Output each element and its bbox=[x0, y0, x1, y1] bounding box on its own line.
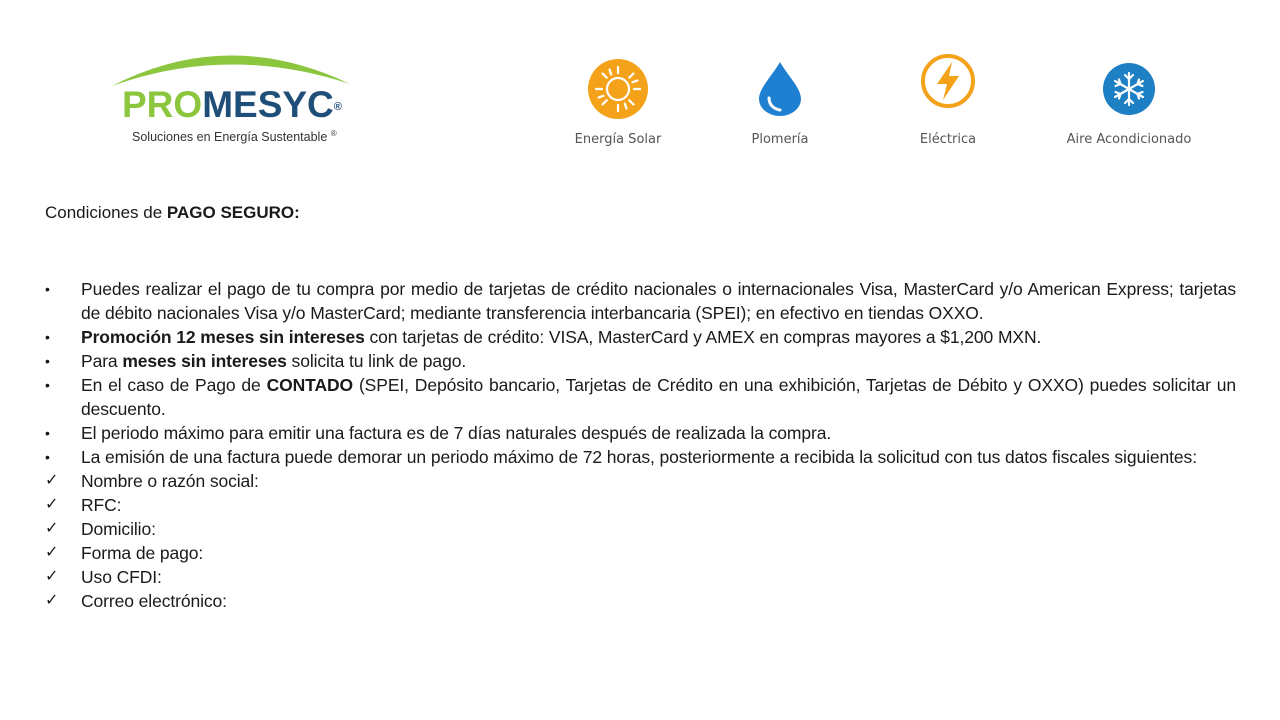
service-ac bbox=[1044, 58, 1214, 147]
promesyc-logo bbox=[108, 36, 358, 151]
checkmark-icon: ✓ bbox=[45, 544, 59, 561]
checklist-item: ✓ Uso CFDI: bbox=[45, 567, 162, 587]
bullet-icon: • bbox=[45, 449, 50, 465]
sun-icon bbox=[587, 58, 649, 120]
list-item: • Promoción 12 meses sin intereses con tarjetas de crédito: VISA, MasterCard y AMEX en compras mayores a $1,200 MXN. bbox=[45, 327, 1042, 347]
checkmark-icon: ✓ bbox=[45, 496, 59, 513]
checkmark-icon: ✓ bbox=[45, 592, 59, 609]
checkmark-icon: ✓ bbox=[45, 520, 59, 537]
checkmark-icon: ✓ bbox=[45, 472, 59, 489]
page-title: Condiciones de PAGO SEGURO: bbox=[45, 203, 300, 222]
service-plumbing bbox=[695, 58, 865, 147]
logo-wordmark: PROMESYC® bbox=[122, 84, 342, 125]
water-drop-icon bbox=[755, 60, 805, 118]
bullet-icon: • bbox=[45, 329, 50, 345]
bullet-icon: • bbox=[45, 281, 50, 297]
list-item: • El periodo máximo para emitir una factura es de 7 días naturales después de realizada la compra. bbox=[45, 423, 832, 443]
conditions-list bbox=[45, 277, 1236, 613]
list-item: • La emisión de una factura puede demorar un periodo máximo de 72 horas, posteriormente a recibida la solicitud con tus datos fiscales siguientes: bbox=[45, 447, 1197, 467]
list-item: • Para meses sin intereses solicita tu link de pago. bbox=[45, 351, 467, 371]
checklist-item: ✓ Correo electrónico: bbox=[45, 591, 227, 611]
list-item: • En el caso de Pago de CONTADO (SPEI, Depósito bancario, Tarjetas de Crédito en una exhibición, Tarjetas de Débito y OXXO) puedes solicitar un descuento. bbox=[45, 375, 1236, 419]
bullet-icon: • bbox=[45, 377, 50, 393]
service-label: Aire Acondicionado bbox=[1066, 132, 1192, 147]
service-electric bbox=[863, 58, 1033, 147]
checklist-item: ✓ Nombre o razón social: bbox=[45, 471, 259, 491]
checkmark-icon: ✓ bbox=[45, 568, 59, 585]
service-label: Energía Solar bbox=[574, 132, 662, 147]
checklist-item: ✓ Forma de pago: bbox=[45, 543, 204, 563]
snowflake-icon bbox=[1102, 62, 1156, 116]
lightning-icon bbox=[919, 52, 977, 110]
service-label: Eléctrica bbox=[919, 132, 977, 147]
logo-tagline: Soluciones en Energía Sustentable ® bbox=[132, 129, 337, 145]
bullet-icon: • bbox=[45, 353, 50, 369]
list-item: • Puedes realizar el pago de tu compra por medio de tarjetas de crédito nacionales o internacionales Visa, MasterCard y/o American Express; tarjetas de débito nacionales Visa y/o MasterCard; mediante transferencia interbancaria (SPEI); en efectivo en tiendas OXXO. bbox=[45, 279, 1236, 323]
checklist-item: ✓ Domicilio: bbox=[45, 519, 156, 539]
services-bar bbox=[540, 58, 1240, 158]
service-solar bbox=[533, 58, 703, 147]
checklist-item: ✓ RFC: bbox=[45, 495, 122, 515]
service-label: Plomería bbox=[751, 132, 809, 147]
bullet-icon: • bbox=[45, 425, 50, 441]
